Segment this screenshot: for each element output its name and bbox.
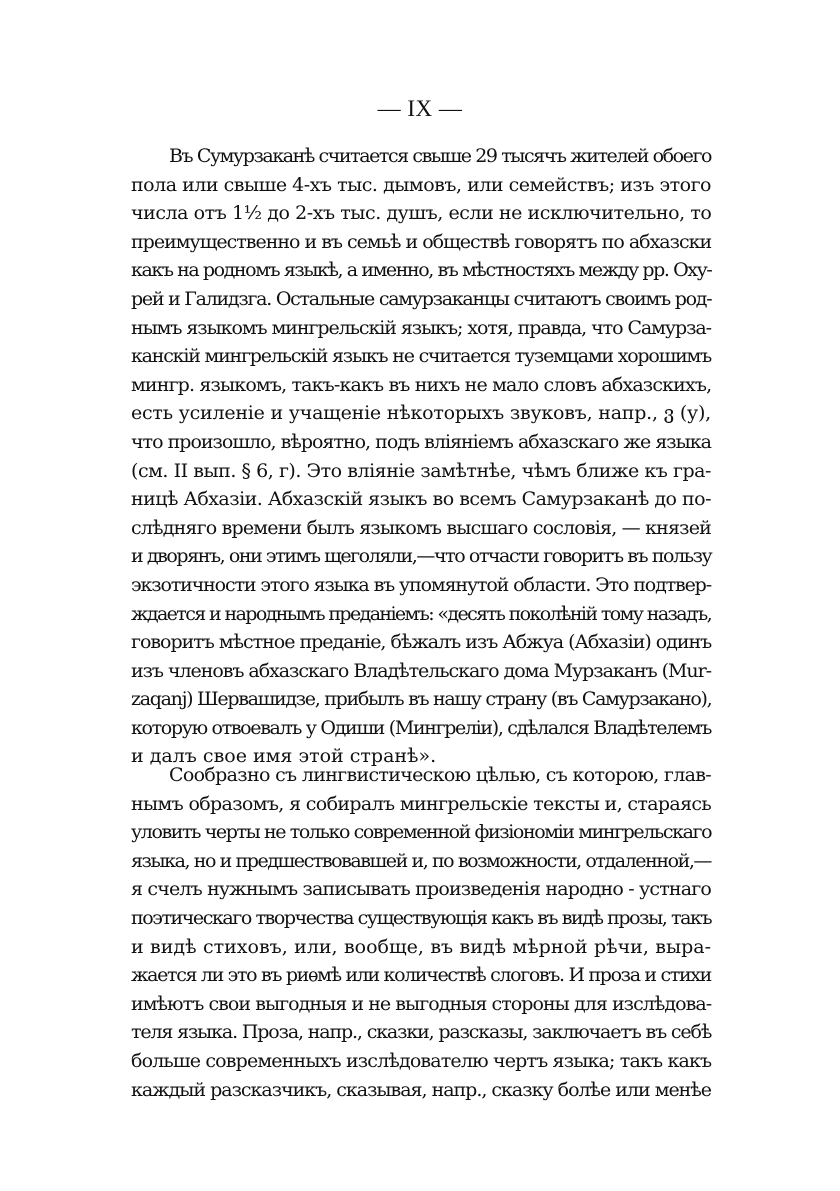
text-line: Въ Сумурзаканѣ считается свыше 29 тысячъ жителей обоего: [169, 145, 711, 167]
text-line: (см. II вып. § 6, г). Это вліяніе замѣтнѣе, чѣмъ ближе къ гра-: [131, 459, 711, 482]
text-line: имѣютъ свои выгодныя и не выгодныя стороны для изслѣдова-: [131, 992, 712, 1015]
text-line: zaqanj) Шервашидзе, прибылъ въ нашу страну (въ Самурзакано),: [131, 688, 712, 711]
text-line: слѣдняго времени былъ языкомъ высшаго сословія, — князей: [131, 516, 711, 539]
text-line: есть усиленіе и учащеніе нѣкоторыхъ звуковъ, напр., ვ (у),: [131, 402, 711, 425]
text-line: говоритъ мѣстное преданіе, бѣжалъ изъ Абжуа (Абхазіи) одинъ: [131, 631, 712, 654]
paragraph-1: [131, 142, 711, 771]
text-line: жается ли это въ риѳмѣ или количествѣ слоговъ. И проза и стихи: [131, 964, 711, 987]
text-line: уловить черты не только современной физіономіи мингрельскаго: [131, 821, 712, 844]
text-line: канскій мингрельскій языкъ не считается туземцами хорошимъ: [131, 345, 711, 368]
page-number: — IX —: [377, 96, 463, 121]
text-line: что произошло, вѣроятно, подъ вліяніемъ абхазскаго же языка: [131, 430, 711, 453]
text-line: каждый разсказчикъ, сказывая, напр., сказку болѣе или менѣе: [131, 1078, 711, 1101]
text-line: теля языка. Проза, напр., сказки, разсказы, заключаетъ въ себѣ: [131, 1021, 712, 1044]
text-line: поэтическаго творчества существующія какъ въ видѣ прозы, такъ: [131, 906, 712, 929]
text-line: я счелъ нужнымъ записывать произведенія народно - устнаго: [131, 878, 711, 901]
text-line: ницѣ Абхазіи. Абхазскій языкъ во всемъ Самурзаканѣ до по-: [131, 488, 711, 511]
text-line: какъ на родномъ языкѣ, а именно, въ мѣстностяхъ между рр. Оху-: [131, 259, 712, 282]
text-line: и дворянъ, они этимъ щеголяли,—что отчасти говоритъ въ пользу: [131, 545, 712, 568]
text-line: изъ членовъ абхазскаго Владѣтельскаго дома Мурзаканъ (Mur-: [131, 659, 711, 682]
text-line: рей и Галидзга. Остальные самурзаканцы считаютъ своимъ род-: [131, 287, 712, 310]
text-line: больше современныхъ изслѣдователю чертъ языка; такъ какъ: [131, 1049, 712, 1072]
text-line: числа отъ 1½ до 2-хъ тыс. душъ, если не исключительно, то: [131, 202, 712, 225]
text-line: ждается и народнымъ преданіемъ: «десять поколѣній тому назадъ,: [131, 602, 711, 625]
text-line: преимущественно и въ семьѣ и обществѣ говорятъ по абхазски: [131, 230, 712, 253]
text-line: нымъ языкомъ мингрельскій языкъ; хотя, правда, что Самурза-: [131, 316, 711, 339]
text-line: которую отвоевалъ у Одиши (Мингреліи), сдѣлался Владѣтелемъ: [131, 716, 711, 739]
text-line: Сообразно съ лингвистическою цѣлью, съ которою, глав-: [169, 764, 711, 786]
text-line: мингр. языкомъ, такъ-какъ въ нихъ не мало словъ абхазскихъ,: [131, 373, 712, 396]
text-line: пола или свыше 4-хъ тыс. дымовъ, или семействъ; изъ этого: [131, 173, 711, 196]
text-line: нымъ образомъ, я собиралъ мингрельскіе тексты и, стараясь: [131, 792, 712, 815]
text-line: языка, но и предшествовавшей и, по возможности, отдаленной,—: [131, 849, 711, 872]
text-line: экзотичности этого языка въ упомянутой области. Это подтвер-: [131, 573, 711, 596]
text-line: и видѣ стиховъ, или, вообще, въ видѣ мѣрной рѣчи, выра-: [131, 935, 711, 958]
paragraph-2: [131, 761, 711, 1104]
text-line: и далъ свое имя этой странѣ».: [131, 745, 437, 768]
